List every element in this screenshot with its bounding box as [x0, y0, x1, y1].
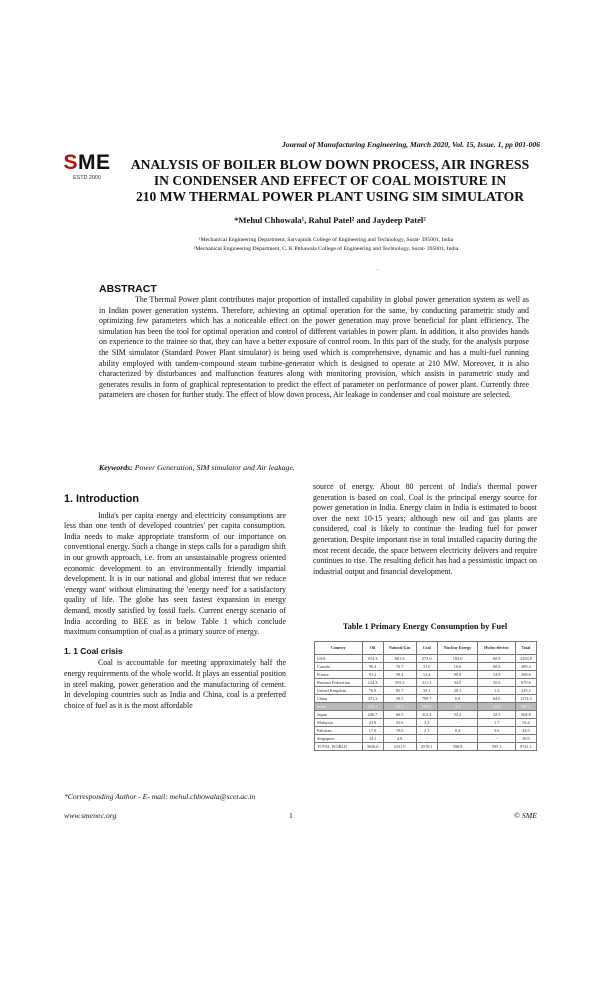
- header-cell: Country: [315, 642, 363, 655]
- table-cell: 66.5: [383, 711, 416, 719]
- table-cell: 39.4: [383, 671, 416, 679]
- table-cell: Singapore: [315, 735, 363, 743]
- sme-logo: [62, 152, 112, 181]
- table-cell: Malaysia: [315, 719, 363, 727]
- table-row: [315, 671, 537, 679]
- table-cell: 601.6: [383, 655, 416, 663]
- table-cell: 2293.8: [515, 655, 536, 663]
- table-cell: 504.8: [515, 711, 536, 719]
- table-cell: 3.6: [478, 727, 516, 735]
- table-cell: 34.0: [437, 679, 478, 687]
- table-cell: 35.1: [416, 687, 437, 695]
- table-cell: 1174.3: [515, 695, 536, 703]
- table-body: [315, 655, 537, 751]
- table-cell: 3636.6: [362, 743, 383, 751]
- table-cell: 17.0: [362, 727, 383, 735]
- table-row: [315, 727, 537, 735]
- table-cell: 64.0: [478, 695, 516, 703]
- table-cell: 76.8: [362, 687, 383, 695]
- table-cell: 2331.9: [383, 743, 416, 751]
- footer-website: www.smenec.org: [64, 811, 117, 820]
- table-header-row: [315, 642, 537, 655]
- table-cell: 2.1: [416, 727, 437, 735]
- table-cell: TOTAL WORLD: [315, 743, 363, 751]
- table-cell: 76.7: [383, 663, 416, 671]
- table-cell: 268.6: [515, 671, 536, 679]
- table-row: [315, 655, 537, 663]
- title-line-1: ANALYSIS OF BOILER BLOW DOWN PROCESS, AIR INGRESS: [130, 157, 530, 172]
- title-line-2: IN CONDENSER AND EFFECT OF COAL MOISTURE IN: [153, 173, 507, 188]
- table-cell: 914.3: [362, 655, 383, 663]
- table-cell: 6.8: [437, 695, 478, 703]
- left-column: [64, 482, 286, 711]
- footer-copyright: © SME: [513, 811, 537, 820]
- page-number: 1: [289, 811, 293, 820]
- table-cell: United Kingdom: [315, 687, 363, 695]
- intro-paragraph: India's per capita energy and electricity consumptions are less than one tenth of developed countries' per capita consumption. India needs to make appropriate transform of our importance on conventional energy. Such a change in steps calls for a paradigm shift in our growth approach, i.e. from an unsustainable progress oriented economic development to an environmentally friendly impartial development. It is in our national and global interest that we reduce 'energy want' without eliminating the 'energy need' for a satisfactory quality of life. The globe has seen fastest expansion in energy demand, mostly satisfied by fossil fuels. Current energy scenario of India according to BEE as in below Table 1 which conclude maximum consumption of coal as a primary source of energy.: [64, 510, 286, 637]
- affiliation-2: ²Mechanical Engineering Department, C. K Pithawala College of Engineering and Technology, Surat- 395001, India: [193, 246, 459, 252]
- abstract-text: The Thermal Power plant contributes major proportion of installed capability in global power generation system as well as in Indian power generation systems. Therefore, achieving an optimal operation for the same, by conducting parametric study and optimizing few parameters which has a noticeable effect on the power generation may prove beneficial for plant efficiency. The simulation has been the tool for optimal operation and control of different variables in power plant. In addition, it also provides hands on experience to the trainee so that, they can have a better exposure of control room. In this part of the study, for the analysis purpose the SIM simulator (Standard Power Plant simulator) is being used which is comprehensive, dynamic and has a multi-fuel running ability employed with tandem-compound steam turbine-generator which is designed to operate at 210 MW. Moreover, it is also characterized by disturbances and malfunction features along with monitoring provision, which assists in parametric study and generates results in form of graphical representation to predict the effect of parameter on performance of power plant. Currently three parameters are chosen for further study. The effect of blow down process, Air leakage in condenser and coal moisture are selected.: [99, 295, 529, 400]
- table-cell: Japan: [315, 711, 363, 719]
- table-cell: 4.1: [437, 703, 478, 711]
- table-cell: 371.3: [362, 695, 383, 703]
- table-cell: 229.2: [515, 687, 536, 695]
- table-row: [315, 735, 537, 743]
- table-cell: 799.7: [416, 695, 437, 703]
- affiliations: [102, 236, 550, 254]
- table-row: [315, 711, 537, 719]
- table-cell: 573.9: [416, 655, 437, 663]
- keywords-text: Power Generation, SIM simulator and Air leakage.: [134, 463, 295, 472]
- table-cell: 44.9: [515, 727, 536, 735]
- table-cell: 289.4: [515, 663, 536, 671]
- table-cell: 1.7: [478, 719, 516, 727]
- table-cell: -: [478, 735, 516, 743]
- table-cell: 22.5: [478, 711, 516, 719]
- table-cell: 246.7: [362, 711, 383, 719]
- table-cell: 387.5: [515, 703, 536, 711]
- sme-logo-mark: SME: [63, 151, 111, 174]
- table-cell: 4.8: [383, 735, 416, 743]
- table-cell: 99.8: [437, 671, 478, 679]
- affiliation-1: ¹Mechanical Engineering Department, Sarvajanik College of Engineering and Technology, Surat- 395001, India: [198, 237, 454, 243]
- table-cell: 52.2: [437, 711, 478, 719]
- table-cell: 31.0: [416, 663, 437, 671]
- table-cell: 15.6: [478, 703, 516, 711]
- table-cell: -: [437, 719, 478, 727]
- table-cell: 2578.1: [416, 743, 437, 751]
- table-cell: India: [315, 703, 363, 711]
- table-row: [315, 719, 537, 727]
- table-cell: 111.2: [416, 679, 437, 687]
- table-cell: 54.4: [515, 719, 536, 727]
- table-cell: 183.0: [437, 655, 478, 663]
- table-cell: France: [315, 671, 363, 679]
- header-cell: Hydro electric: [478, 642, 516, 655]
- header-cell: Natural Gas: [383, 642, 416, 655]
- keywords: [99, 463, 529, 472]
- table-cell: 598.8: [437, 743, 478, 751]
- right-paragraph: source of energy. About 80 percent of India's thermal power generation is based on coal. Coal is the principal energy source for power generation in India. Energy claim in India is estimated to boost over the next 10-15 years; although new oil and gas plants are considered, coal is likely to continue the leading fuel for power generation. Despite important rise in total installed capacity during the most recent decade, the space between electricity delivers and require continues to rise. The resulting deficit has had a pessimistic impact on industrial output and financial development.: [313, 482, 537, 576]
- header-cell: Nuclear Energy: [437, 642, 478, 655]
- table-cell: Pakistan: [315, 727, 363, 735]
- table-cell: China: [315, 695, 363, 703]
- header-cell: Total: [515, 642, 536, 655]
- table-row: [315, 703, 537, 711]
- right-column: [313, 482, 537, 577]
- table-cell: 124.3: [362, 679, 383, 687]
- table-cell: 39.5: [383, 695, 416, 703]
- table-row: [315, 743, 537, 751]
- energy-table: [314, 641, 537, 751]
- table-cell: 9741.1: [515, 743, 536, 751]
- table-cell: 60.9: [478, 655, 516, 663]
- title-line-3: 210 MW THERMAL POWER PLANT USING SIM SIMULATOR: [135, 189, 525, 204]
- table-row: [315, 679, 537, 687]
- table-cell: 1.2: [478, 687, 516, 695]
- table-cell: 0.4: [437, 727, 478, 735]
- table-cell: 91.2: [362, 671, 383, 679]
- table-cell: -: [416, 735, 437, 743]
- table-cell: 19.0: [383, 727, 416, 735]
- table-cell: 20.1: [437, 687, 478, 695]
- table-cell: 23.9: [362, 719, 383, 727]
- keywords-label: Keywords:: [99, 463, 133, 472]
- table-cell: USA: [315, 655, 363, 663]
- table-cell: 14.8: [478, 671, 516, 679]
- table-cell: 133.1: [362, 703, 383, 711]
- table-cell: 96.4: [362, 663, 383, 671]
- table-cell: 38.9: [515, 735, 536, 743]
- divider-dot: .: [377, 266, 379, 272]
- table-cell: 35.6: [478, 679, 516, 687]
- paper-title: [115, 157, 545, 205]
- table-cell: -: [437, 735, 478, 743]
- table-row: [315, 695, 537, 703]
- coal-crisis-heading: 1. 1 Coal crisis: [64, 645, 123, 656]
- table-cell: 112.2: [416, 711, 437, 719]
- table-cell: 189.1: [416, 703, 437, 711]
- table-caption: Table 1 Primary Energy Consumption by Fuel: [342, 622, 508, 631]
- header-cell: Oil: [362, 642, 383, 655]
- sme-logo-est: ESTD 2000: [73, 175, 101, 181]
- table-cell: Russian Federation: [315, 679, 363, 687]
- header-cell: Coal: [416, 642, 437, 655]
- table-cell: 33.1: [383, 703, 416, 711]
- table-row: [315, 663, 537, 671]
- coal-crisis-paragraph: Coal is accountable for meeting approximately half the energy requirements of the whole world. It plays an essential position in steel making, power generation and the manufacturing of cement. In developing countries such as India and China, coal is a preferred choice of fuel as it is the most affordable: [64, 658, 286, 710]
- table-cell: 12.4: [416, 671, 437, 679]
- journal-header: Journal of Manufacturing Engineering, March 2020, Vol. 15, Issue. 1, pp 001-006: [281, 140, 540, 149]
- table-cell: 16.6: [437, 663, 478, 671]
- table-cell: 85.7: [383, 687, 416, 695]
- authors: *Mehul Chhowala¹, Rahul Patel² and Jaydeep Patel²: [234, 215, 426, 225]
- table-cell: 3.2: [416, 719, 437, 727]
- table-cell: 355.2: [383, 679, 416, 687]
- abstract-heading: ABSTRACT: [99, 283, 157, 295]
- table-cell: 68.6: [478, 663, 516, 671]
- table-cell: 670.6: [515, 679, 536, 687]
- table-cell: 34.1: [362, 735, 383, 743]
- table-cell: 25.6: [383, 719, 416, 727]
- intro-heading: 1. Introduction: [64, 493, 139, 505]
- table-row: [315, 687, 537, 695]
- table-cell: Canada: [315, 663, 363, 671]
- table-cell: 595.1: [478, 743, 516, 751]
- corresponding-author: *Corresponding Author - E- mail: mehul.chhowala@scet.ac.in: [64, 792, 256, 801]
